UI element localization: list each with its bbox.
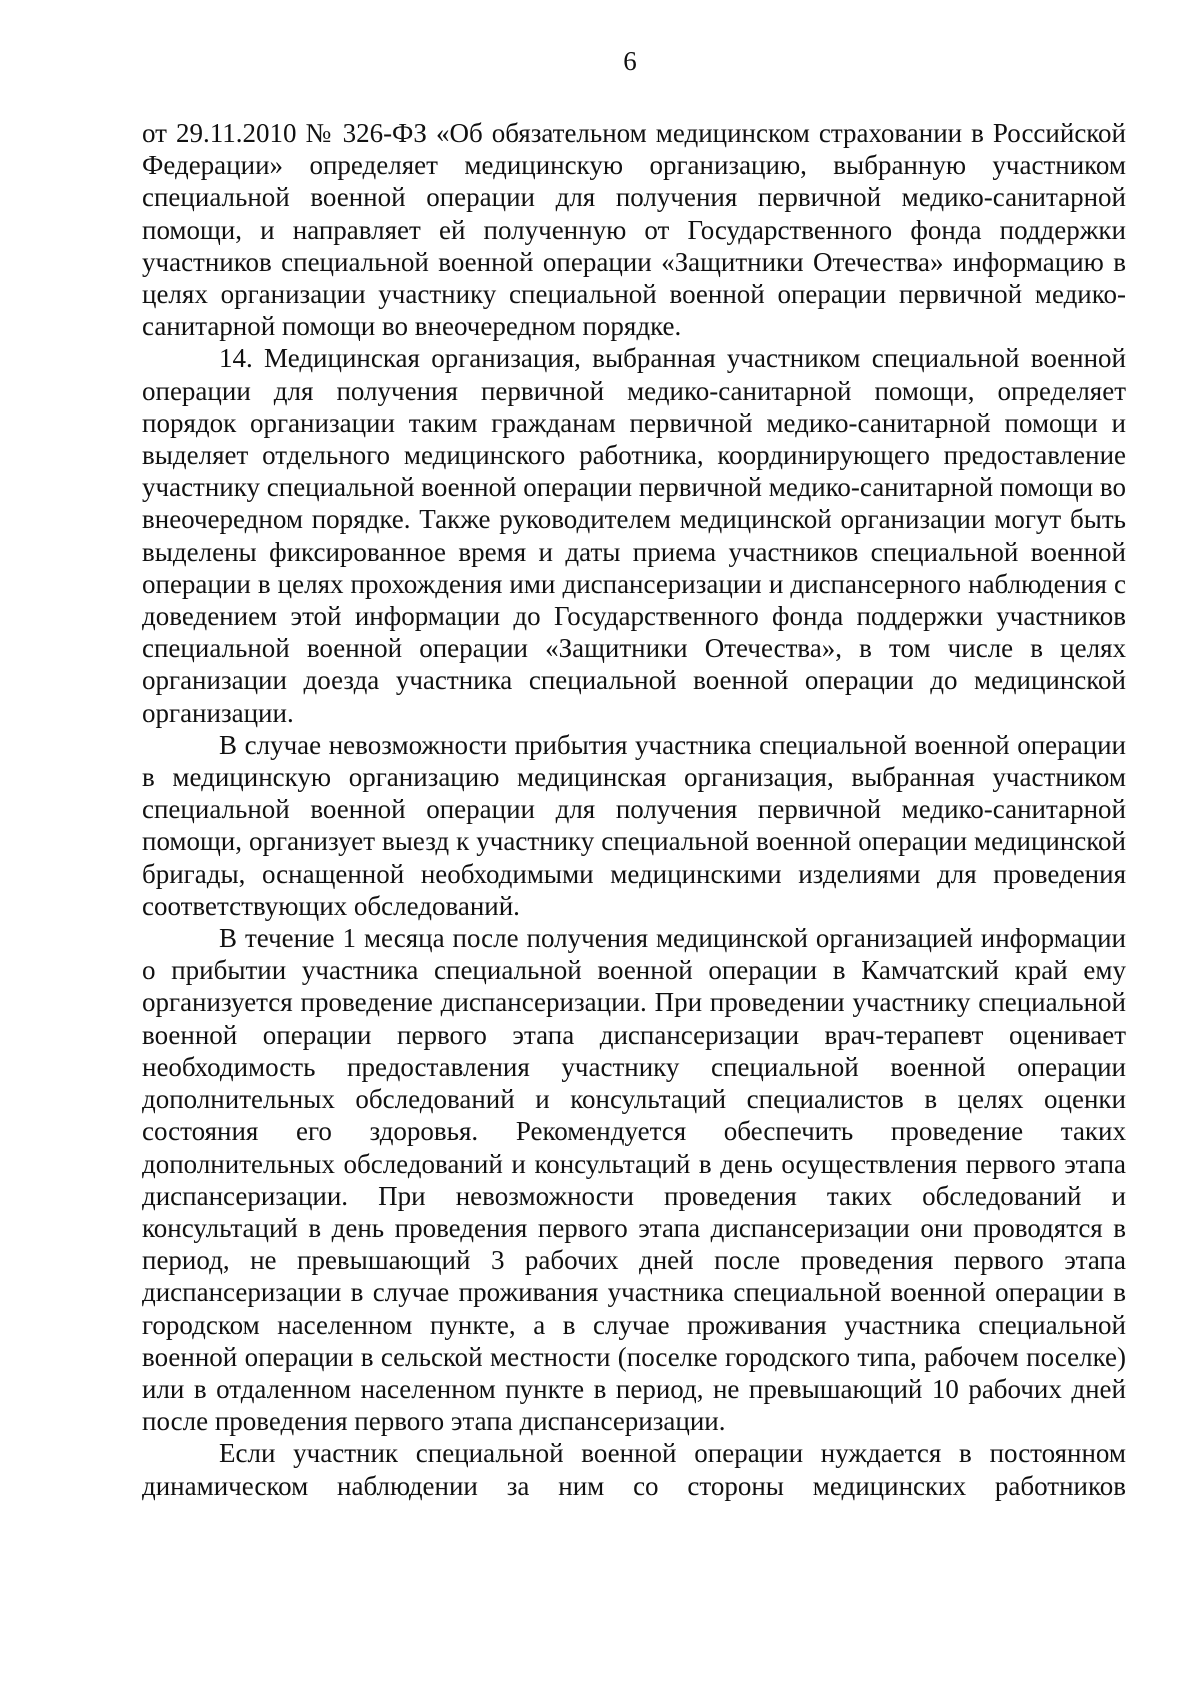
document-body	[142, 117, 1126, 1502]
paragraph-dynamic-observation: Если участник специальной военной операции нуждается в постоянном динамическом наблюдении за ним со стороны медицинских работников	[142, 1438, 1126, 1501]
page-number: 6	[623, 46, 637, 76]
paragraph-arrival-impossible: В случае невозможности прибытия участника специальной военной операции в медицинскую организацию медицинская организация, выбранная участником специальной военной операции для получения первичной медико-санитарной помощи, организует выезд к участнику специальной военной операции медицинской бригады, оснащенной необходимыми медицинскими изделиями для проведения соответствующих обследований.	[142, 729, 1126, 921]
paragraph-one-month: В течение 1 месяца после получения медицинской организацией информации о прибытии участника специальной военной операции в Камчатский край ему организуется проведение диспансеризации. При проведении участнику специальной военной операции первого этапа диспансеризации врач-терапевт оценивает необходимость предоставления участнику специальной военной операции дополнительных обследований и консультаций специалистов в целях оценки состояния его здоровья. Рекомендуется обеспечить проведение таких дополнительных обследований и консультаций в день осуществления первого этапа диспансеризации. При невозможности проведения таких обследований и консультаций в день проведения первого этапа диспансеризации они проводятся в период, не превышающий 3 рабочих дней после проведения первого этапа диспансеризации в случае проживания участника специальной военной операции в городском населенном пункте, а в случае проживания участника специальной военной операции в сельской местности (поселке городского типа, рабочем поселке) или в отдаленном населенном пункте в период, не превышающий 10 рабочих дней после проведения первого этапа диспансеризации.	[142, 923, 1126, 1437]
paragraph-item-14: 14. Медицинская организация, выбранная участником специальной военной операции для получения первичной медико-санитарной помощи, определяет порядок организации таким гражданам первичной медико-санитарной помощи и выделяет отдельного медицинского работника, координирующего предоставление участнику специальной военной операции первичной медико-санитарной помощи во внеочередном порядке. Также руководителем медицинской организации могут быть выделены фиксированное время и даты приема участников специальной военной операции в целях прохождения ими диспансеризации и диспансерного наблюдения с доведением этой информации до Государственного фонда поддержки участников специальной военной операции «Защитники Отечества», в том числе в целях организации доезда участника специальной военной операции до медицинской организации.	[142, 343, 1126, 728]
paragraph-continuation: от 29.11.2010 № 326-ФЗ «Об обязательном медицинском страховании в Российской Федерации» определяет медицинскую организацию, выбранную участником специальной военной операции для получения первичной медико-санитарной помощи, и направляет ей полученную от Государственного фонда поддержки участников специальной военной операции «Защитники Отечества» информацию в целях организации участнику специальной военной операции первичной медико-санитарной помощи во внеочередном порядке.	[142, 118, 1126, 342]
